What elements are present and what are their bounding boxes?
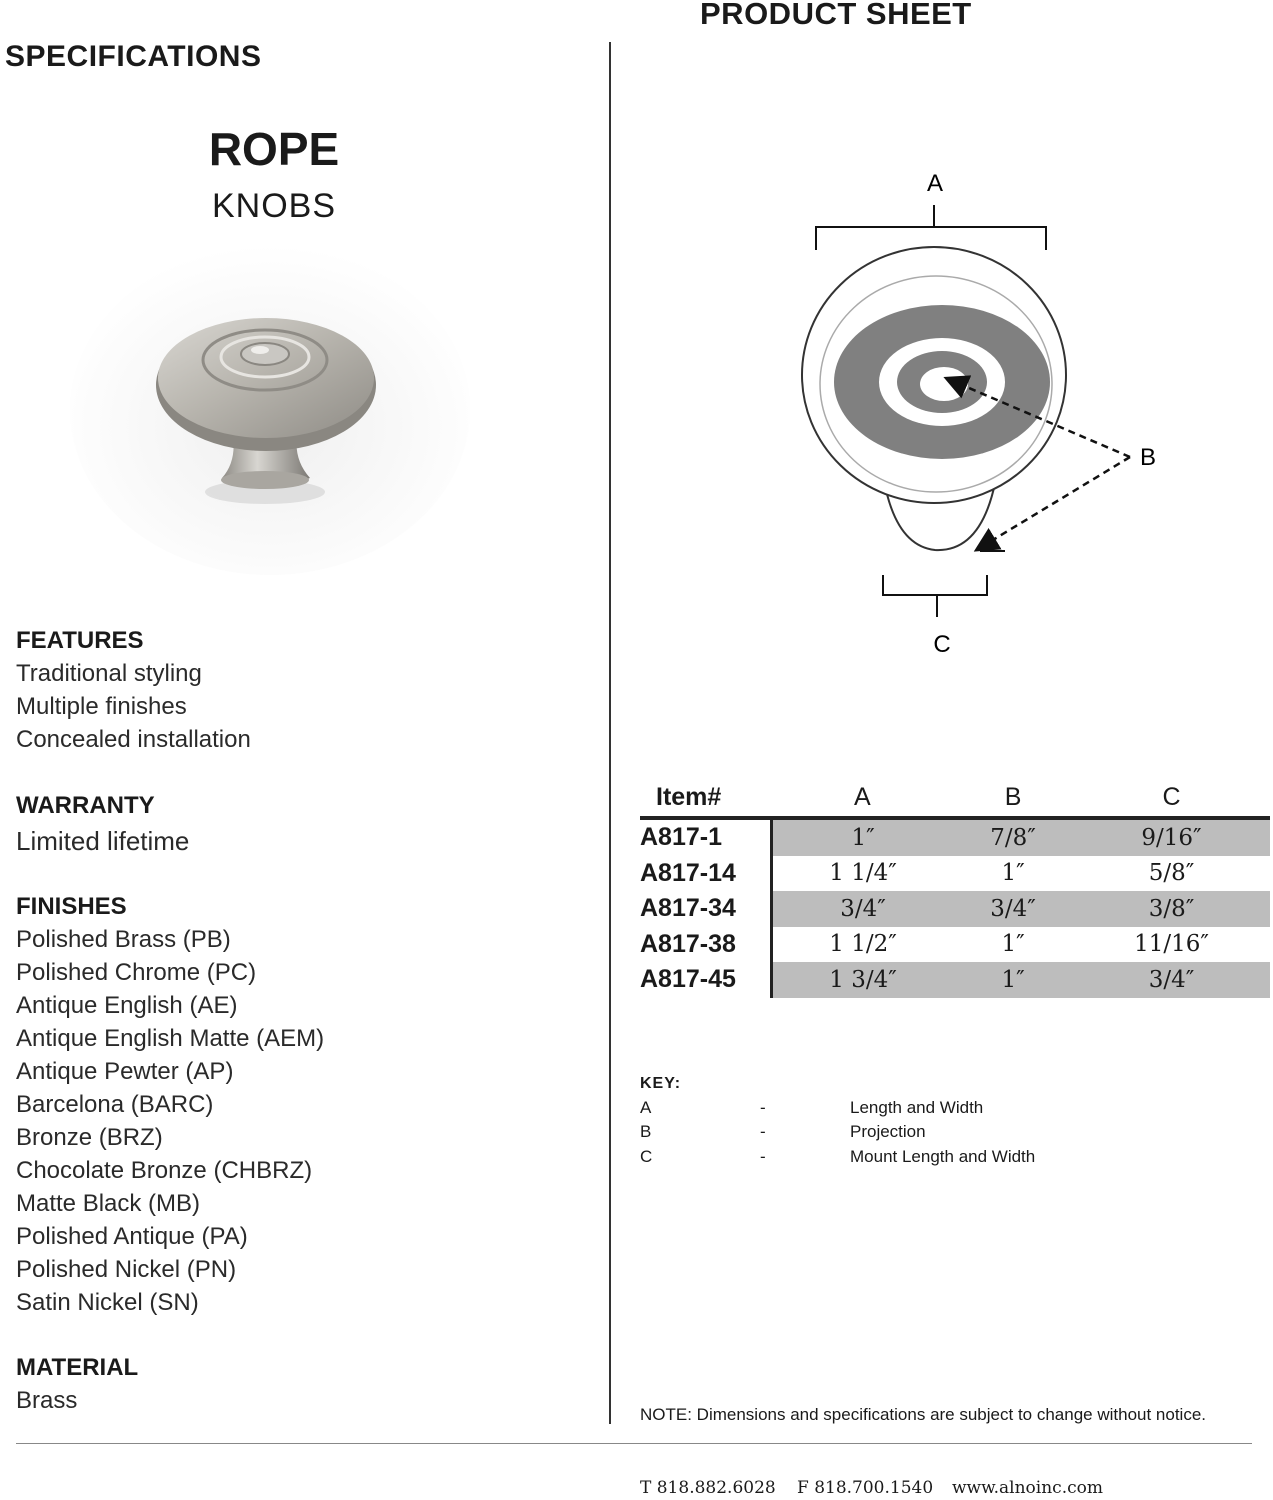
- finish-item: Satin Nickel (SN): [16, 1289, 199, 1316]
- item-number: A817-1: [640, 818, 772, 856]
- dim-a: 3/4″: [772, 891, 954, 927]
- dim-b: 1″: [953, 962, 1073, 998]
- specifications-heading: SPECIFICATIONS: [5, 40, 262, 73]
- dim-b: 1″: [1001, 931, 1025, 958]
- table-row: [640, 818, 1270, 856]
- key-title: KEY:: [640, 1075, 682, 1092]
- finish-item: Antique Pewter (AP): [16, 1058, 234, 1085]
- dim-c: 11/16″: [1134, 931, 1209, 958]
- dimensions-table: [640, 778, 1270, 998]
- key-dash: -: [760, 1147, 766, 1166]
- dim-a: 1″: [772, 818, 954, 856]
- contact-phone: T 818.882.6028: [640, 1478, 776, 1498]
- finish-item: Bronze (BRZ): [16, 1124, 163, 1151]
- material-value: Brass: [16, 1387, 78, 1414]
- dim-b: 7/8″: [953, 818, 1073, 856]
- key-description: Length and Width: [850, 1098, 984, 1117]
- key-dash: -: [760, 1122, 766, 1141]
- col-header-a: A: [772, 778, 954, 818]
- key-description: Projection: [850, 1122, 926, 1141]
- item-number: A817-14: [640, 856, 772, 892]
- table-row: [640, 962, 1270, 998]
- vertical-divider: [609, 42, 611, 1424]
- contact-fax: F 818.700.1540: [797, 1478, 934, 1498]
- finish-item: Polished Nickel (PN): [16, 1256, 237, 1283]
- key-letter: A: [640, 1098, 652, 1117]
- contact-website: www.alnoinc.com: [952, 1478, 1103, 1498]
- diagram-label-b: B: [1139, 444, 1157, 471]
- disclaimer-note: NOTE: Dimensions and specifications are subject to change without notice.: [640, 1405, 1207, 1424]
- diagram-label-a: A: [926, 170, 944, 197]
- table-row: [640, 891, 1270, 927]
- dim-c: 3/8″: [1073, 891, 1270, 927]
- dimension-diagram: [770, 165, 1190, 665]
- warranty-label: WARRANTY: [16, 792, 155, 819]
- col-header-c: C: [1073, 778, 1270, 818]
- table-header-row: [640, 778, 1270, 818]
- finishes-label: FINISHES: [16, 893, 127, 920]
- dim-c: 5/8″: [1148, 860, 1195, 887]
- col-header-b: B: [953, 778, 1073, 818]
- dim-b: 1″: [1001, 860, 1025, 887]
- table-row: [640, 856, 1270, 892]
- finish-item: Chocolate Bronze (CHBRZ): [16, 1157, 313, 1184]
- material-label: MATERIAL: [16, 1354, 139, 1381]
- key-letter: B: [640, 1122, 652, 1141]
- footer-divider: [16, 1443, 1252, 1444]
- dim-a: 1 3/4″: [772, 962, 954, 998]
- item-number: A817-38: [640, 927, 772, 963]
- feature-item: Concealed installation: [16, 726, 251, 753]
- page-title: PRODUCT SHEET: [700, 0, 972, 31]
- product-photo: [60, 230, 480, 590]
- finish-item: Antique English Matte (AEM): [16, 1025, 325, 1052]
- feature-item: Traditional styling: [16, 660, 202, 687]
- dim-a: 1 1/4″: [829, 860, 897, 887]
- item-number: A817-34: [640, 891, 772, 927]
- diagram-label-c: C: [933, 631, 951, 658]
- table-row: [640, 927, 1270, 963]
- item-number: A817-45: [640, 962, 772, 998]
- key-description: Mount Length and Width: [850, 1147, 1036, 1166]
- col-header-item: Item#: [640, 778, 772, 818]
- key-letter: C: [640, 1147, 653, 1166]
- dim-a: 1 1/2″: [829, 931, 897, 958]
- key-dash: -: [760, 1098, 766, 1117]
- dim-c: 9/16″: [1073, 818, 1270, 856]
- finish-item: Barcelona (BARC): [16, 1091, 214, 1118]
- finish-item: Polished Brass (PB): [16, 926, 231, 953]
- finish-item: Polished Chrome (PC): [16, 959, 257, 986]
- feature-item: Multiple finishes: [16, 693, 187, 720]
- warranty-value: Limited lifetime: [16, 826, 190, 856]
- finish-item: Polished Antique (PA): [16, 1223, 248, 1250]
- dim-b: 3/4″: [953, 891, 1073, 927]
- product-type: KNOBS: [211, 187, 337, 225]
- dim-c: 3/4″: [1073, 962, 1270, 998]
- features-label: FEATURES: [16, 627, 144, 654]
- product-name: ROPE: [208, 123, 340, 175]
- finish-item: Matte Black (MB): [16, 1190, 201, 1217]
- finish-item: Antique English (AE): [16, 992, 238, 1019]
